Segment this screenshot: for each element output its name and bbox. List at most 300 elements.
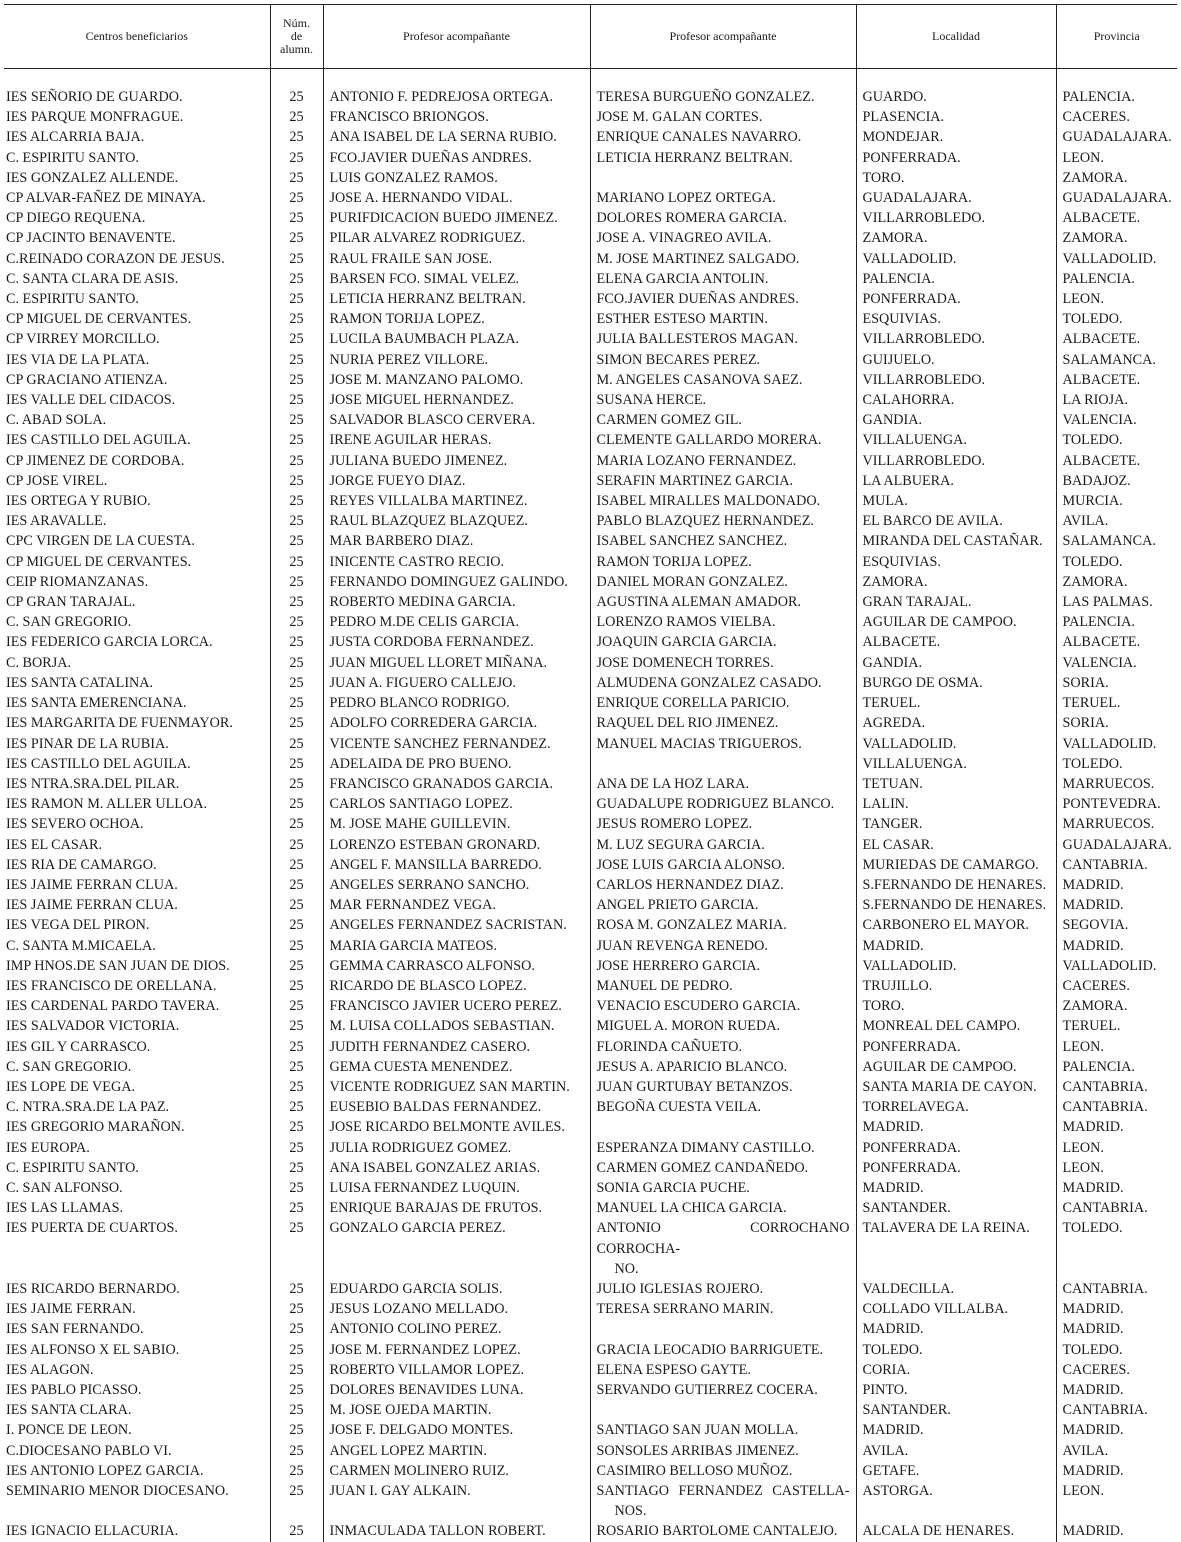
student-count-cell: 25 <box>270 1037 323 1057</box>
locality-cell: MONDEJAR. <box>856 127 1056 147</box>
table-row <box>4 572 1177 592</box>
student-count-cell: 25 <box>270 794 323 814</box>
teacher-1-cell: NURIA PEREZ VILLORE. <box>323 350 590 370</box>
table-header <box>4 5 1177 69</box>
locality-cell: CORIA. <box>856 1360 1056 1380</box>
teacher-2-cell: FLORINDA CAÑUETO. <box>590 1037 856 1057</box>
student-count-cell: 25 <box>270 713 323 733</box>
teacher-2-cell: M. JOSE MARTINEZ SALGADO. <box>590 249 856 269</box>
province-cell: MARRUECOS. <box>1056 814 1177 834</box>
student-count-cell: 25 <box>270 1400 323 1420</box>
province-cell: LEON. <box>1056 289 1177 309</box>
center-name-cell: C. SANTA CLARA DE ASIS. <box>6 270 179 287</box>
table-row <box>4 1218 1177 1279</box>
center-name-cell: IES JAIME FERRAN. <box>6 1301 136 1318</box>
province-cell: CANTABRIA. <box>1056 1077 1177 1097</box>
student-count-cell: 25 <box>270 1481 323 1521</box>
teacher-1-cell: JUDITH FERNANDEZ CASERO. <box>323 1037 590 1057</box>
teacher-1-cell: SALVADOR BLASCO CERVERA. <box>323 410 590 430</box>
table-row <box>4 1138 1177 1158</box>
table-row <box>4 1198 1177 1218</box>
locality-cell: VALLADOLID. <box>856 956 1056 976</box>
locality-cell: MADRID. <box>856 1319 1056 1339</box>
center-name-cell: IES ORTEGA Y RUBIO. <box>6 493 151 510</box>
teacher-2-cell: GRACIA LEOCADIO BARRIGUETE. <box>590 1340 856 1360</box>
locality-cell: TETUAN. <box>856 774 1056 794</box>
province-cell: VALLADOLID. <box>1056 956 1177 976</box>
teacher-2-cell: GUADALUPE RODRIGUEZ BLANCO. <box>590 794 856 814</box>
teacher-2-cell: ROSARIO BARTOLOME CANTALEJO. <box>590 1521 856 1541</box>
teacher-2-cell: ROSA M. GONZALEZ MARIA. <box>590 915 856 935</box>
center-name-cell: CP MIGUEL DE CERVANTES. <box>6 311 192 328</box>
teacher-2-cell: M. LUZ SEGURA GARCIA. <box>590 835 856 855</box>
center-name-cell: IES FEDERICO GARCIA LORCA. <box>6 634 213 651</box>
locality-cell: AVILA. <box>856 1441 1056 1461</box>
center-name-cell: C. ABAD SOLA. <box>6 412 107 429</box>
teacher-1-cell: GEMMA CARRASCO ALFONSO. <box>323 956 590 976</box>
locality-cell: SANTA MARIA DE CAYON. <box>856 1077 1056 1097</box>
locality-cell: CARBONERO EL MAYOR. <box>856 915 1056 935</box>
locality-cell: TORO. <box>856 168 1056 188</box>
table-row <box>4 1319 1177 1339</box>
teacher-2-cell <box>590 1319 856 1339</box>
province-cell: MADRID. <box>1056 1420 1177 1440</box>
student-count-cell: 25 <box>270 936 323 956</box>
center-name-cell: IES MARGARITA DE FUENMAYOR. <box>6 715 233 732</box>
student-count-cell: 25 <box>270 754 323 774</box>
locality-cell: PONFERRADA. <box>856 289 1056 309</box>
teacher-2-cell <box>590 1117 856 1137</box>
table-row <box>4 693 1177 713</box>
teacher-2-cell: JUAN REVENGA RENEDO. <box>590 936 856 956</box>
student-count-cell: 25 <box>270 835 323 855</box>
table-row <box>4 794 1177 814</box>
table-row <box>4 451 1177 471</box>
province-cell: VALENCIA. <box>1056 410 1177 430</box>
center-name-cell: CP VIRREY MORCILLO. <box>6 331 160 348</box>
teacher-2-cell: ELENA GARCIA ANTOLIN. <box>590 269 856 289</box>
province-cell: LEON. <box>1056 1481 1177 1521</box>
locality-cell: S.FERNANDO DE HENARES. <box>856 875 1056 895</box>
table-row <box>4 1360 1177 1380</box>
teacher-2-cell: SUSANA HERCE. <box>590 390 856 410</box>
center-name-cell: IES SEVERO OCHOA. <box>6 816 144 833</box>
locality-cell: COLLADO VILLALBA. <box>856 1299 1056 1319</box>
teacher-1-cell: GONZALO GARCIA PEREZ. <box>323 1218 590 1279</box>
province-cell: LA RIOJA. <box>1056 390 1177 410</box>
header-num-alumnos <box>270 5 323 69</box>
teacher-2-cell <box>590 754 856 774</box>
teacher-2-cell: JOSE DOMENECH TORRES. <box>590 653 856 673</box>
student-count-cell: 25 <box>270 390 323 410</box>
teacher-2-cell: JESUS A. APARICIO BLANCO. <box>590 1057 856 1077</box>
center-name-cell: C. SAN ALFONSO. <box>6 1179 123 1196</box>
table-row <box>4 1016 1177 1036</box>
locality-cell: VILLARROBLEDO. <box>856 208 1056 228</box>
teacher-1-cell: INICENTE CASTRO RECIO. <box>323 552 590 572</box>
center-name-cell: C. ESPIRITU SANTO. <box>6 291 139 308</box>
student-count-cell: 25 <box>270 370 323 390</box>
locality-cell: EL BARCO DE AVILA. <box>856 511 1056 531</box>
student-count-cell: 25 <box>270 168 323 188</box>
locality-cell: GANDIA. <box>856 410 1056 430</box>
teacher-1-cell: IRENE AGUILAR HERAS. <box>323 430 590 450</box>
student-count-cell: 25 <box>270 471 323 491</box>
locality-cell: AGUILAR DE CAMPOO. <box>856 1057 1056 1077</box>
center-name-cell: IES SANTA CLARA. <box>6 1402 132 1419</box>
student-count-cell: 25 <box>270 1380 323 1400</box>
header-num-line: Núm. <box>283 16 310 30</box>
teacher-2-cell: JULIA BALLESTEROS MAGAN. <box>590 329 856 349</box>
province-cell: LEON. <box>1056 148 1177 168</box>
teacher-1-cell: PEDRO BLANCO RODRIGO. <box>323 693 590 713</box>
teacher-1-cell: JULIANA BUEDO JIMENEZ. <box>323 451 590 471</box>
table-row <box>4 612 1177 632</box>
center-name-cell: IES FRANCISCO DE ORELLANA. <box>6 977 217 994</box>
teacher-2-cell: BEGOÑA CUESTA VEILA. <box>590 1097 856 1117</box>
center-name-cell: IES CARDENAL PARDO TAVERA. <box>6 998 220 1015</box>
province-cell: CANTABRIA. <box>1056 1400 1177 1420</box>
table-row <box>4 1299 1177 1319</box>
teacher-2-cell: ISABEL MIRALLES MALDONADO. <box>590 491 856 511</box>
student-count-cell: 25 <box>270 1319 323 1339</box>
teacher-1-cell: RAMON TORIJA LOPEZ. <box>323 309 590 329</box>
teacher-1-cell: FRANCISCO JAVIER UCERO PEREZ. <box>323 996 590 1016</box>
province-cell: CANTABRIA. <box>1056 855 1177 875</box>
locality-cell: ZAMORA. <box>856 228 1056 248</box>
province-cell: SORIA. <box>1056 713 1177 733</box>
teacher-2-cell: MARIANO LOPEZ ORTEGA. <box>590 188 856 208</box>
student-count-cell: 25 <box>270 188 323 208</box>
locality-cell: BURGO DE OSMA. <box>856 673 1056 693</box>
teacher-2-cell: AGUSTINA ALEMAN AMADOR. <box>590 592 856 612</box>
student-count-cell: 25 <box>270 309 323 329</box>
center-name-cell: C.DIOCESANO PABLO VI. <box>6 1442 172 1459</box>
student-count-cell: 25 <box>270 1299 323 1319</box>
locality-cell: ESQUIVIAS. <box>856 552 1056 572</box>
locality-cell: MADRID. <box>856 1117 1056 1137</box>
locality-cell: GUADALAJARA. <box>856 188 1056 208</box>
center-name-cell: C. SANTA M.MICAELA. <box>6 937 156 954</box>
teacher-1-cell: ANTONIO COLINO PEREZ. <box>323 1319 590 1339</box>
student-count-cell: 25 <box>270 1360 323 1380</box>
teacher-2-continuation: NOS. <box>614 1503 647 1520</box>
student-count-cell: 25 <box>270 693 323 713</box>
center-name-cell: CP GRAN TARAJAL. <box>6 594 136 611</box>
teacher-1-cell: BARSEN FCO. SIMAL VELEZ. <box>323 269 590 289</box>
student-count-cell: 25 <box>270 87 323 107</box>
teacher-2-cell: CARLOS HERNANDEZ DIAZ. <box>590 875 856 895</box>
province-cell: VALLADOLID. <box>1056 734 1177 754</box>
province-cell: TOLEDO. <box>1056 1340 1177 1360</box>
province-cell: TOLEDO. <box>1056 430 1177 450</box>
student-count-cell: 25 <box>270 531 323 551</box>
teacher-1-cell: MAR FERNANDEZ VEGA. <box>323 895 590 915</box>
table-row <box>4 269 1177 289</box>
student-count-cell: 25 <box>270 653 323 673</box>
locality-cell: ZAMORA. <box>856 572 1056 592</box>
student-count-cell: 25 <box>270 289 323 309</box>
locality-cell: VALDECILLA. <box>856 1279 1056 1299</box>
province-cell: MADRID. <box>1056 1521 1177 1541</box>
locality-cell: TORRELAVEGA. <box>856 1097 1056 1117</box>
province-cell: TOLEDO. <box>1056 552 1177 572</box>
teacher-1-cell: RAUL FRAILE SAN JOSE. <box>323 249 590 269</box>
teacher-1-cell: JUAN I. GAY ALKAIN. <box>323 1481 590 1521</box>
teacher-1-cell: FCO.JAVIER DUEÑAS ANDRES. <box>323 148 590 168</box>
teacher-1-cell: RAUL BLAZQUEZ BLAZQUEZ. <box>323 511 590 531</box>
province-cell: AVILA. <box>1056 511 1177 531</box>
province-cell: AVILA. <box>1056 1441 1177 1461</box>
teacher-2-cell: JOAQUIN GARCIA GARCIA. <box>590 632 856 652</box>
center-name-cell: C. ESPIRITU SANTO. <box>6 149 139 166</box>
teacher-1-cell: MAR BARBERO DIAZ. <box>323 531 590 551</box>
locality-cell: ALCALA DE HENARES. <box>856 1521 1056 1541</box>
table-row <box>4 249 1177 269</box>
teacher-1-cell: PEDRO M.DE CELIS GARCIA. <box>323 612 590 632</box>
province-cell: LAS PALMAS. <box>1056 592 1177 612</box>
teacher-1-cell: FRANCISCO GRANADOS GARCIA. <box>323 774 590 794</box>
teacher-2-cell: JUAN GURTUBAY BETANZOS. <box>590 1077 856 1097</box>
teacher-1-cell: JOSE MIGUEL HERNANDEZ. <box>323 390 590 410</box>
center-name-cell: IES NTRA.SRA.DEL PILAR. <box>6 775 180 792</box>
locality-cell: ALBACETE. <box>856 632 1056 652</box>
student-count-cell: 25 <box>270 410 323 430</box>
province-cell: CACERES. <box>1056 1360 1177 1380</box>
teacher-1-cell: JOSE M. FERNANDEZ LOPEZ. <box>323 1340 590 1360</box>
province-cell: PONTEVEDRA. <box>1056 794 1177 814</box>
center-name-cell: IES SAN FERNANDO. <box>6 1321 144 1338</box>
center-name-cell: IES JAIME FERRAN CLUA. <box>6 897 178 914</box>
table-row <box>4 188 1177 208</box>
province-cell: MADRID. <box>1056 936 1177 956</box>
table-row <box>4 1037 1177 1057</box>
table-row <box>4 309 1177 329</box>
province-cell: BADAJOZ. <box>1056 471 1177 491</box>
province-cell: MADRID. <box>1056 1299 1177 1319</box>
locality-cell: PLASENCIA. <box>856 107 1056 127</box>
locality-cell: TOLEDO. <box>856 1340 1056 1360</box>
province-cell: SEGOVIA. <box>1056 915 1177 935</box>
locality-cell: GUARDO. <box>856 87 1056 107</box>
teacher-2-cell: ESPERANZA DIMANY CASTILLO. <box>590 1138 856 1158</box>
student-count-cell: 25 <box>270 734 323 754</box>
teacher-1-cell: LUCILA BAUMBACH PLAZA. <box>323 329 590 349</box>
province-cell: MADRID. <box>1056 895 1177 915</box>
locality-cell: LA ALBUERA. <box>856 471 1056 491</box>
teacher-2-cell: ESTHER ESTESO MARTIN. <box>590 309 856 329</box>
locality-cell: PONFERRADA. <box>856 1037 1056 1057</box>
table-row <box>4 936 1177 956</box>
teacher-1-cell: JOSE M. MANZANO PALOMO. <box>323 370 590 390</box>
teacher-2-cell: SERAFIN MARTINEZ GARCIA. <box>590 471 856 491</box>
center-name-cell: CEIP RIOMANZANAS. <box>6 573 149 590</box>
student-count-cell: 25 <box>270 1097 323 1117</box>
table-row <box>4 511 1177 531</box>
student-count-cell: 25 <box>270 976 323 996</box>
teacher-1-cell: INMACULADA TALLON ROBERT. <box>323 1521 590 1541</box>
teacher-2-cell: CARMEN GOMEZ GIL. <box>590 410 856 430</box>
locality-cell: TALAVERA DE LA REINA. <box>856 1218 1056 1279</box>
teacher-1-cell: FERNANDO DOMINGUEZ GALINDO. <box>323 572 590 592</box>
center-name-cell: C. SAN GREGORIO. <box>6 614 132 631</box>
student-count-cell: 25 <box>270 592 323 612</box>
teacher-2-cell: ANGEL PRIETO GARCIA. <box>590 895 856 915</box>
province-cell: SALAMANCA. <box>1056 531 1177 551</box>
teacher-2-cell: CLEMENTE GALLARDO MORERA. <box>590 430 856 450</box>
table-row <box>4 774 1177 794</box>
student-count-cell: 25 <box>270 228 323 248</box>
student-count-cell: 25 <box>270 350 323 370</box>
table-row <box>4 168 1177 188</box>
teacher-2-cell: SERVANDO GUTIERREZ COCERA. <box>590 1380 856 1400</box>
table-row <box>4 996 1177 1016</box>
locality-cell: GUIJUELO. <box>856 350 1056 370</box>
teacher-1-cell: EDUARDO GARCIA SOLIS. <box>323 1279 590 1299</box>
province-cell: ZAMORA. <box>1056 996 1177 1016</box>
teacher-1-cell: ANGEL F. MANSILLA BARREDO. <box>323 855 590 875</box>
teacher-2-cell: ANA DE LA HOZ LARA. <box>590 774 856 794</box>
locality-cell: SANTANDER. <box>856 1400 1056 1420</box>
center-name-cell: IES GONZALEZ ALLENDE. <box>6 169 179 186</box>
center-name-cell: CP ALVAR-FAÑEZ DE MINAYA. <box>6 190 206 207</box>
teacher-2-cell <box>590 1481 856 1521</box>
teacher-2-cell: MIGUEL A. MORON RUEDA. <box>590 1016 856 1036</box>
student-count-cell: 25 <box>270 552 323 572</box>
teacher-2-cell: ALMUDENA GONZALEZ CASADO. <box>590 673 856 693</box>
locality-cell: MADRID. <box>856 1178 1056 1198</box>
teacher-2-cell: SIMON BECARES PEREZ. <box>590 350 856 370</box>
header-provincia: Provincia <box>1056 5 1177 69</box>
locality-cell: AGUILAR DE CAMPOO. <box>856 612 1056 632</box>
teacher-1-cell: ANA ISABEL GONZALEZ ARIAS. <box>323 1158 590 1178</box>
center-name-cell: IES VEGA DEL PIRON. <box>6 917 150 934</box>
center-name-cell: IES ALFONSO X EL SABIO. <box>6 1341 180 1358</box>
table-row <box>4 956 1177 976</box>
center-name-cell: IES SALVADOR VICTORIA. <box>6 1018 180 1035</box>
teacher-2-cell: ENRIQUE CANALES NAVARRO. <box>590 127 856 147</box>
locality-cell: MURIEDAS DE CAMARGO. <box>856 855 1056 875</box>
province-cell: ALBACETE. <box>1056 370 1177 390</box>
teacher-1-cell: ANGELES SERRANO SANCHO. <box>323 875 590 895</box>
locality-cell: MONREAL DEL CAMPO. <box>856 1016 1056 1036</box>
locality-cell: PINTO. <box>856 1380 1056 1400</box>
table-row <box>4 1077 1177 1097</box>
province-cell: ZAMORA. <box>1056 168 1177 188</box>
province-cell: SALAMANCA. <box>1056 350 1177 370</box>
locality-cell: VILLARROBLEDO. <box>856 329 1056 349</box>
province-cell: MURCIA. <box>1056 491 1177 511</box>
teacher-1-cell: EUSEBIO BALDAS FERNANDEZ. <box>323 1097 590 1117</box>
table-row <box>4 592 1177 612</box>
student-count-cell: 25 <box>270 1117 323 1137</box>
teacher-1-cell: ROBERTO MEDINA GARCIA. <box>323 592 590 612</box>
center-name-cell: IMP HNOS.DE SAN JUAN DE DIOS. <box>6 957 230 974</box>
header-centros: Centros beneficiarios <box>4 5 270 69</box>
student-count-cell: 25 <box>270 612 323 632</box>
teacher-1-cell: REYES VILLALBA MARTINEZ. <box>323 491 590 511</box>
table-row <box>4 875 1177 895</box>
locality-cell: EL CASAR. <box>856 835 1056 855</box>
center-name-cell: IES SANTA CATALINA. <box>6 674 154 691</box>
teacher-1-cell: M. JOSE OJEDA MARTIN. <box>323 1400 590 1420</box>
center-name-cell: IES RICARDO BERNARDO. <box>6 1280 180 1297</box>
table-row <box>4 1461 1177 1481</box>
teacher-2-cell: M. ANGELES CASANOVA SAEZ. <box>590 370 856 390</box>
table-row <box>4 734 1177 754</box>
table-row <box>4 471 1177 491</box>
teacher-1-cell: CARLOS SANTIAGO LOPEZ. <box>323 794 590 814</box>
center-name-cell: IES ARAVALLE. <box>6 513 107 530</box>
table-row <box>4 1057 1177 1077</box>
teacher-2-cell: MANUEL MACIAS TRIGUEROS. <box>590 734 856 754</box>
teacher-1-cell: ANGEL LOPEZ MARTIN. <box>323 1441 590 1461</box>
teacher-2-continuation: NO. <box>614 1260 639 1277</box>
locality-cell: ASTORGA. <box>856 1481 1056 1521</box>
table-row <box>4 1420 1177 1440</box>
teacher-1-cell: JOSE F. DELGADO MONTES. <box>323 1420 590 1440</box>
teacher-1-cell: ADOLFO CORREDERA GARCIA. <box>323 713 590 733</box>
locality-cell: MADRID. <box>856 936 1056 956</box>
table-row <box>4 653 1177 673</box>
center-name-cell: IES ALAGON. <box>6 1361 94 1378</box>
center-name-cell: C.REINADO CORAZON DE JESUS. <box>6 250 225 267</box>
teacher-1-cell: JOSE A. HERNANDO VIDAL. <box>323 188 590 208</box>
student-count-cell: 25 <box>270 1198 323 1218</box>
table-row <box>4 1380 1177 1400</box>
locality-cell: LALIN. <box>856 794 1056 814</box>
locality-cell: TORO. <box>856 996 1056 1016</box>
center-name-cell: CP GRACIANO ATIENZA. <box>6 371 168 388</box>
teacher-1-cell: ANTONIO F. PEDREJOSA ORTEGA. <box>323 87 590 107</box>
province-cell: MADRID. <box>1056 1319 1177 1339</box>
locality-cell: PALENCIA. <box>856 269 1056 289</box>
teacher-2-cell: MANUEL DE PEDRO. <box>590 976 856 996</box>
teacher-2-cell <box>590 1218 856 1279</box>
locality-cell: VILLALUENGA. <box>856 430 1056 450</box>
locality-cell: GETAFE. <box>856 1461 1056 1481</box>
table-row <box>4 208 1177 228</box>
province-cell: MADRID. <box>1056 1380 1177 1400</box>
center-name-cell: SEMINARIO MENOR DIOCESANO. <box>6 1483 229 1500</box>
student-count-cell: 25 <box>270 249 323 269</box>
teacher-1-cell: MARIA GARCIA MATEOS. <box>323 936 590 956</box>
locality-cell: TRUJILLO. <box>856 976 1056 996</box>
locality-cell: AGREDA. <box>856 713 1056 733</box>
table-row <box>4 127 1177 147</box>
teacher-1-cell: ROBERTO VILLAMOR LOPEZ. <box>323 1360 590 1380</box>
header-num-line: de <box>290 29 303 43</box>
teacher-1-cell: DOLORES BENAVIDES LUNA. <box>323 1380 590 1400</box>
student-count-cell: 25 <box>270 915 323 935</box>
table-row <box>4 289 1177 309</box>
center-name-cell: IES LAS LLAMAS. <box>6 1200 124 1217</box>
teacher-1-cell: JESUS LOZANO MELLADO. <box>323 1299 590 1319</box>
table-row <box>4 713 1177 733</box>
table-row <box>4 552 1177 572</box>
student-count-cell: 25 <box>270 632 323 652</box>
province-cell: PALENCIA. <box>1056 1057 1177 1077</box>
teacher-2-cell: LORENZO RAMOS VIELBA. <box>590 612 856 632</box>
student-count-cell: 25 <box>270 1138 323 1158</box>
teacher-1-cell: VICENTE SANCHEZ FERNANDEZ. <box>323 734 590 754</box>
center-name-cell: CP JOSE VIREL. <box>6 472 108 489</box>
spacer-row <box>4 69 1177 88</box>
province-cell: MADRID. <box>1056 1461 1177 1481</box>
locality-cell: MIRANDA DEL CASTAÑAR. <box>856 531 1056 551</box>
student-count-cell: 25 <box>270 1441 323 1461</box>
province-cell: CANTABRIA. <box>1056 1198 1177 1218</box>
